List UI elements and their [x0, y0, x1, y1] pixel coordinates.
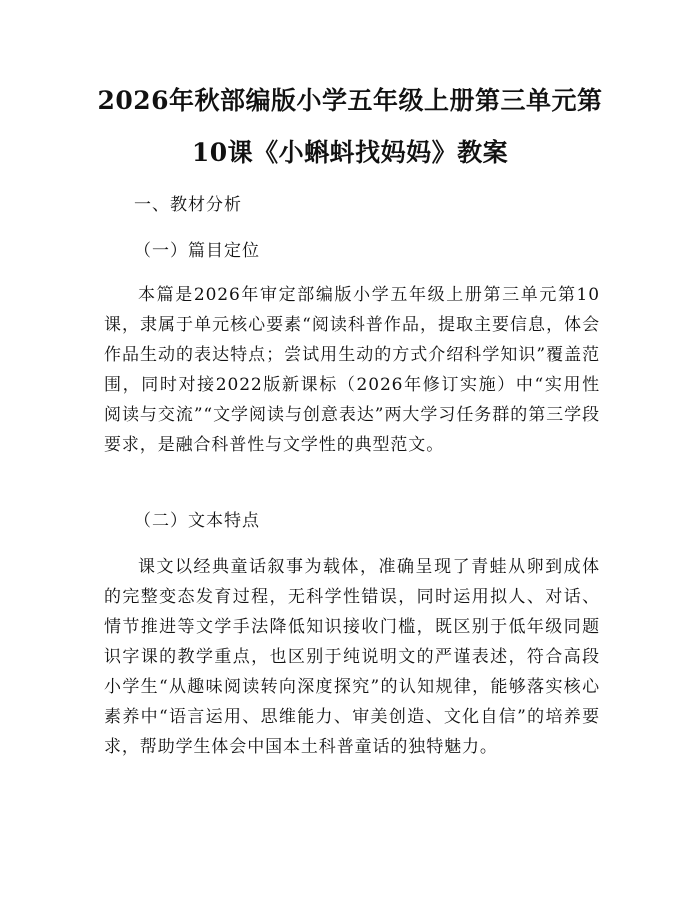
section-heading-textbook-analysis: 一、教材分析 [134, 195, 242, 215]
subsection-heading-text-features: （二）文本特点 [134, 511, 260, 531]
document-title-line-1: 2026年秋部编版小学五年级上册第三单元第 [97, 86, 603, 115]
document-title-line-2: 10课《小蝌蚪找妈妈》教案 [191, 138, 509, 167]
subsection-heading-positioning: （一）篇目定位 [134, 241, 260, 261]
paragraph-text-features: 课文以经典童话叙事为载体，准确呈现了青蛙从卵到成体的完整变态发育过程，无科学性错误，同时运用拟人、对话、情节推进等文学手法降低知识接收门槛，既区别于低年级同题识字课的教学重点，也区别于纯说明文的严谨表述，符合高段小学生“从趣味阅读转向深度探究”的认知规律，能够落实核心素养中“语言运用、思维能力、审美创造、文化自信”的培养要求，帮助学生体会中国本土科普童话的独特魅力。 [104, 557, 600, 757]
paragraph-positioning: 本篇是2026年审定部编版小学五年级上册第三单元第10课，隶属于单元核心要素“阅读科普作品，提取主要信息，体会作品生动的表达特点；尝试用生动的方式介绍科学知识”覆盖范围，同时对接2022版新课标（2026年修订实施）中“实用性阅读与交流”“文学阅读与创意表达”两大学习任务群的第三学段要求，是融合科普性与文学性的典型范文。 [104, 285, 600, 455]
